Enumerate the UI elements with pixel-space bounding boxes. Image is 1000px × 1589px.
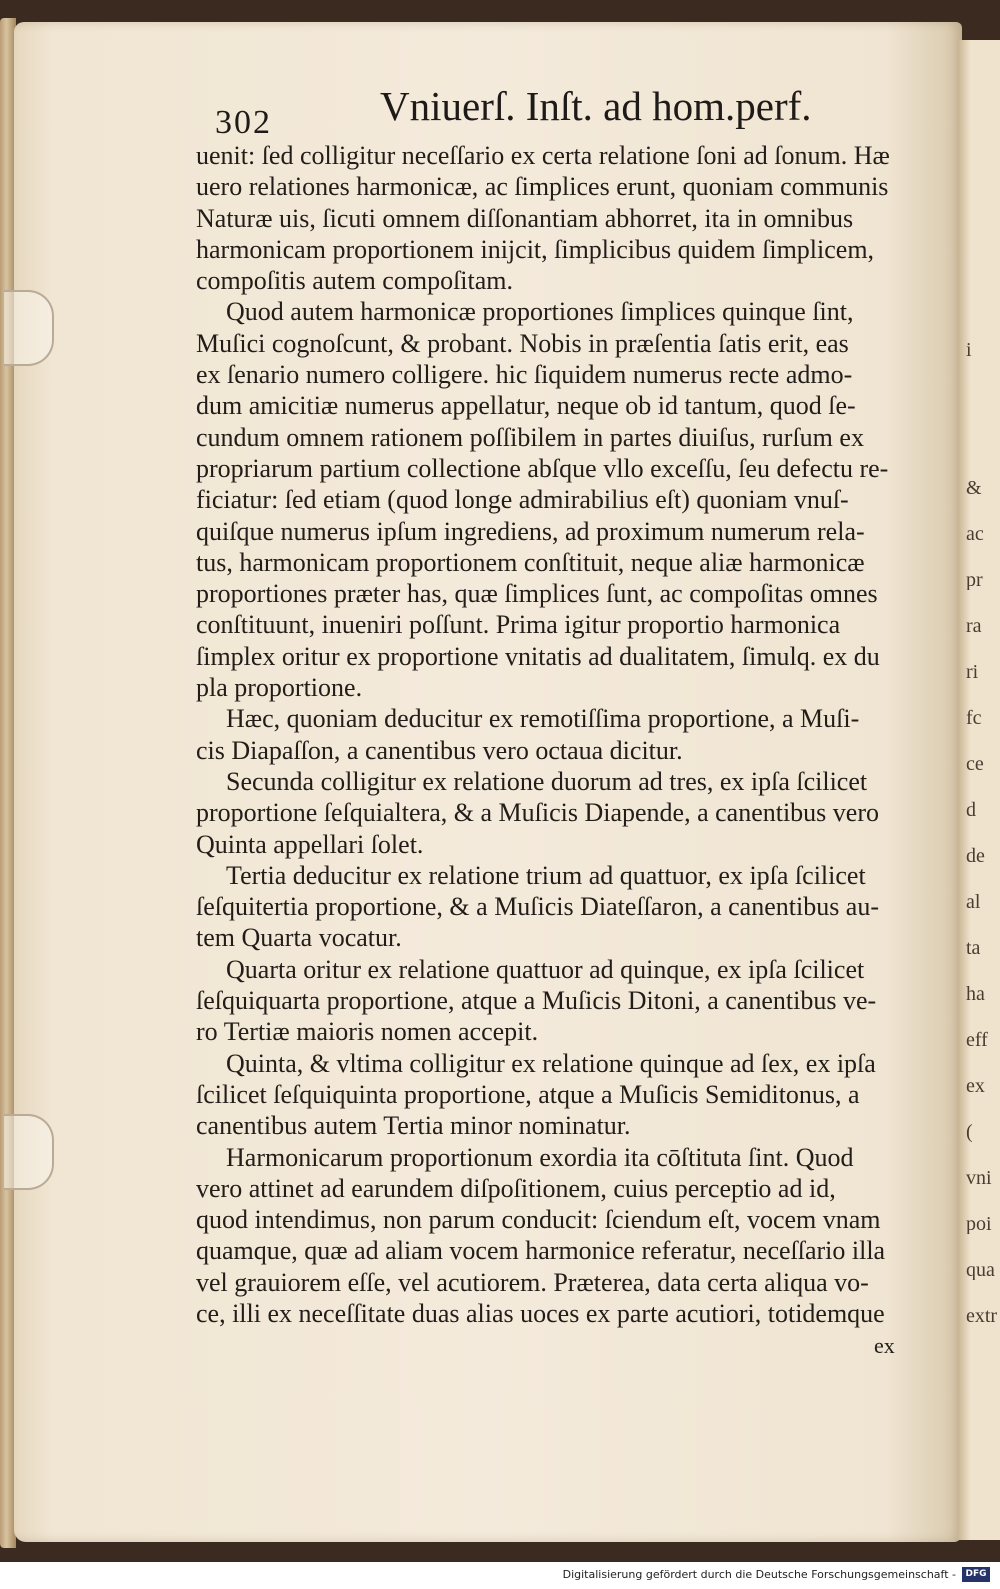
- next-page-fragment: ex: [966, 1076, 985, 1096]
- text-line: uero relationes harmonicæ, ac ſimplices erunt, quoniam communis: [196, 172, 889, 202]
- text-line: ſeſquitertia proportione, & a Muſicis Diateſſaron, a canentibus au-: [196, 892, 880, 922]
- next-page-fragment: qua: [966, 1260, 995, 1280]
- next-page-fragment: ac: [966, 524, 984, 544]
- next-page-fragment: extr: [966, 1306, 998, 1326]
- page-tab-marker: [4, 1114, 54, 1190]
- text-line: quiſque numerus ipſum ingrediens, ad proximum numerum rela-: [196, 516, 865, 546]
- text-line: uenit: ſed colligitur neceſſario ex certa relatione ſoni ad ſonum. Hæ: [196, 141, 890, 170]
- next-page-fragment: ha: [966, 984, 985, 1004]
- text-line: proportione ſeſquialtera, & a Muſicis Diapende, a canentibus vero: [196, 798, 879, 828]
- next-page-fragment: eff: [966, 1030, 988, 1050]
- text-line: vero attinet ad earundem diſpoſitionem, cuius perceptio ad id,: [196, 1173, 836, 1203]
- page-number: 302: [215, 104, 272, 141]
- footer: [0, 1562, 1000, 1589]
- page-tab-marker: [4, 290, 54, 366]
- text-line: Quinta appellari ſolet.: [196, 829, 424, 859]
- body-text: [196, 140, 930, 1329]
- text-line: ſimplex oritur ex proportione vnitatis ad dualitatem, ſimulq. ex du: [196, 641, 880, 671]
- text-line: ficiatur: ſed etiam (quod longe admirabilius eſt) quoniam vnuſ-: [196, 485, 849, 515]
- dfg-logo: DFG: [962, 1567, 990, 1582]
- text-line: cundum omnem rationem poſſibilem in partes diuiſus, rurſum ex: [196, 422, 864, 452]
- text-line: harmonicam proportionem inijcit, ſimplicibus quidem ſimplicem,: [196, 234, 875, 264]
- text-line: canentibus autem Tertia minor nominatur.: [196, 1111, 631, 1141]
- text-line: Tertia deducitur ex relatione trium ad quattuor, ex ipſa ſcilicet: [226, 860, 866, 890]
- catchword: ex: [874, 1333, 895, 1358]
- text-line: quod intendimus, non parum conducit: ſciendum eſt, vocem vnam: [196, 1205, 881, 1235]
- text-line: Harmonicarum proportionum exordia ita cōſtituta ſint. Quod: [226, 1142, 854, 1172]
- text-line: Muſici cognoſcunt, & probant. Nobis in præſentia ſatis erit, eas: [196, 328, 849, 358]
- next-page-fragment: de: [966, 846, 985, 866]
- running-title: Vniuerſ. Inſt. ad hom.perf.: [380, 83, 812, 129]
- text-line: Quod autem harmonicæ proportiones ſimplices quinque ſint,: [226, 297, 854, 327]
- text-line: pla proportione.: [196, 673, 363, 703]
- next-page-fragment: &: [966, 478, 982, 498]
- text-line: dum amicitiæ numerus appellatur, neque ob id tantum, quod ſe-: [196, 391, 856, 421]
- text-line: ce, illi ex neceſſitate duas alias uoces ex parte acutiori, totidemque: [196, 1298, 885, 1328]
- text-line: ſeſquiquarta proportione, atque a Muſicis Ditoni, a canentibus ve-: [196, 986, 877, 1016]
- next-page-fragment: al: [966, 892, 981, 912]
- next-page-fragment: pr: [966, 570, 983, 590]
- next-page-fragment: ta: [966, 938, 981, 958]
- text-line: tem Quarta vocatur.: [196, 923, 402, 953]
- text-line: Secunda colligitur ex relatione duorum ad tres, ex ipſa ſcilicet: [226, 766, 868, 796]
- next-page-fragment: ra: [966, 616, 982, 636]
- text-line: vel grauiorem eſſe, vel acutiorem. Præterea, data certa aliqua vo-: [196, 1267, 869, 1297]
- next-page-edge: [958, 40, 1000, 1540]
- text-line: ex ſenario numero colligere. hic ſiquidem numerus recte admo-: [196, 360, 853, 390]
- text-line: ſcilicet ſeſquiquinta proportione, atque a Muſicis Semiditonus, a: [196, 1079, 860, 1109]
- page-header: [215, 82, 855, 142]
- text-line: Naturæ uis, ſicuti omnem diſſonantiam abhorret, ita in omnibus: [196, 203, 854, 233]
- text-line: propriarum partium collectione abſque vllo exceſſu, ſeu defectu re-: [196, 453, 889, 483]
- text-line: conſtituunt, inueniri poſſunt. Prima igitur proportio harmonica: [196, 610, 841, 640]
- text-line: compoſitis autem compoſitam.: [196, 266, 514, 296]
- next-page-fragment: vni: [966, 1168, 992, 1188]
- next-page-fragment: (: [966, 1122, 973, 1142]
- next-page-fragment: poi: [966, 1214, 992, 1234]
- text-line: ro Tertiæ maioris nomen accepit.: [196, 1017, 539, 1047]
- text-line: proportiones præter has, quæ ſimplices ſunt, ac compoſitas omnes: [196, 579, 878, 609]
- next-page-fragment: i: [966, 340, 972, 360]
- next-page-fragment: d: [966, 800, 976, 820]
- next-page-fragment: fc: [966, 708, 982, 728]
- next-page-fragment: ce: [966, 754, 984, 774]
- text-line: Quinta, & vltima colligitur ex relatione quinque ad ſex, ex ipſa: [226, 1048, 876, 1078]
- text-line: cis Diapaſſon, a canentibus vero octaua dicitur.: [196, 735, 683, 765]
- next-page-fragment: ri: [966, 662, 979, 682]
- text-line: Quarta oritur ex relatione quattuor ad quinque, ex ipſa ſcilicet: [226, 954, 865, 984]
- text-line: Hæc, quoniam deducitur ex remotiſſima proportione, a Muſi-: [226, 704, 860, 734]
- text-line: quamque, quæ ad aliam vocem harmonice referatur, neceſſario illa: [196, 1236, 886, 1266]
- text-line: tus, harmonicam proportionem conſtituit, neque aliæ harmonicæ: [196, 547, 865, 577]
- footer-credit: Digitalisierung gefördert durch die Deutsche Forschungsgemeinschaft -: [562, 1568, 956, 1581]
